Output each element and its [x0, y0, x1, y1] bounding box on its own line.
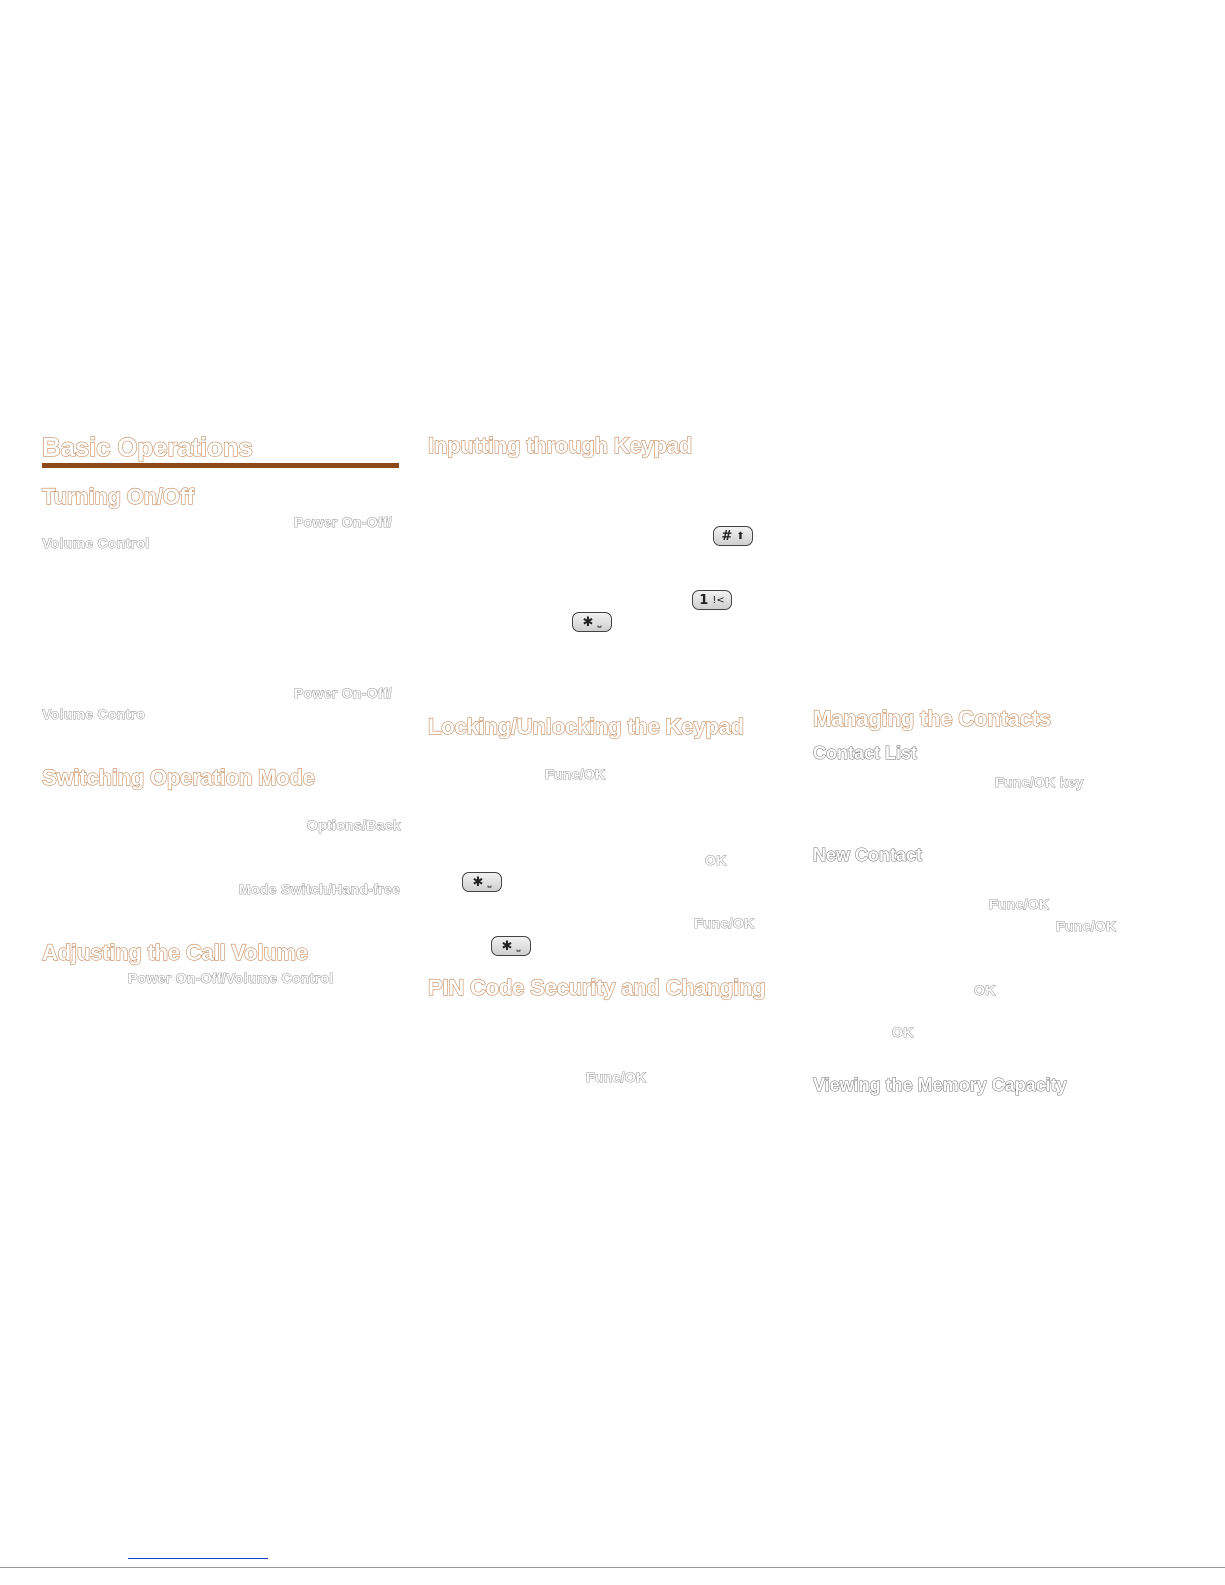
keyword-ok-2: OK — [974, 982, 996, 998]
keyword-power-volume-control: Power On-Off/Volume Control — [128, 970, 334, 986]
space-sub-label: ⎵ — [487, 876, 492, 888]
keyword-func-ok-5: Func/OK — [1056, 918, 1117, 934]
star-key-icon — [462, 872, 502, 892]
keyword-power-on-off-1: Power On-Off/ — [294, 514, 393, 530]
keyword-power-on-off-2: Power On-Off/ — [294, 685, 393, 701]
keyword-func-ok-2: Func/OK — [694, 915, 755, 931]
heading-locking-unlocking-keypad: Locking/Unlocking the Keypad — [428, 714, 744, 739]
keyword-volume-control-1: Volume Control — [42, 535, 150, 551]
bottom-divider — [0, 1567, 1225, 1568]
star-key-icon — [491, 936, 531, 956]
heading-managing-contacts: Managing the Contacts — [813, 706, 1051, 731]
subheading-viewing-memory-capacity: Viewing the Memory Capacity — [813, 1075, 1067, 1095]
keyword-ok-1: OK — [705, 852, 727, 868]
one-key-icon — [692, 590, 732, 610]
punctuation-sub-label: !< — [712, 594, 725, 606]
heading-inputting-through-keypad: Inputting through Keypad — [428, 433, 693, 458]
star-key-label: ✱ — [472, 874, 484, 890]
keyword-mode-switch: Mode Switch/Hand-free — [239, 881, 401, 897]
title-rule — [42, 463, 399, 468]
hash-key-label: # — [721, 528, 733, 544]
star-key-label: ✱ — [501, 938, 513, 954]
keyword-func-ok-key: Func/OK key — [995, 774, 1084, 790]
subheading-new-contact: New Contact — [813, 845, 923, 865]
heading-turning-on-off: Turning On/Off — [42, 484, 194, 509]
space-sub-label: ⎵ — [597, 616, 602, 628]
star-key-icon — [572, 612, 612, 632]
keyword-func-ok-4: Func/OK — [989, 896, 1050, 912]
one-key-label: 1 — [699, 592, 709, 608]
up-arrow-icon: ⬆ — [736, 530, 745, 542]
keyword-func-ok-1: Func/OK — [545, 766, 606, 782]
keyword-options-back: Options/Back — [307, 817, 401, 833]
heading-adjusting-call-volume: Adjusting the Call Volume — [42, 940, 308, 965]
keyword-func-ok-3: Func/OK — [586, 1069, 647, 1085]
hash-key-icon — [713, 526, 753, 546]
page-title: Basic Operations — [42, 432, 253, 462]
space-sub-label: ⎵ — [516, 940, 521, 952]
link-underline — [128, 1558, 268, 1559]
subheading-contact-list: Contact List — [813, 743, 918, 763]
star-key-label: ✱ — [582, 614, 594, 630]
heading-switching-operation-mode: Switching Operation Mode — [42, 765, 315, 790]
heading-pin-code-security: PIN Code Security and Changing — [428, 975, 766, 1000]
keyword-ok-3: OK — [892, 1024, 914, 1040]
keyword-volume-control-2: Volume Contro — [42, 706, 146, 722]
